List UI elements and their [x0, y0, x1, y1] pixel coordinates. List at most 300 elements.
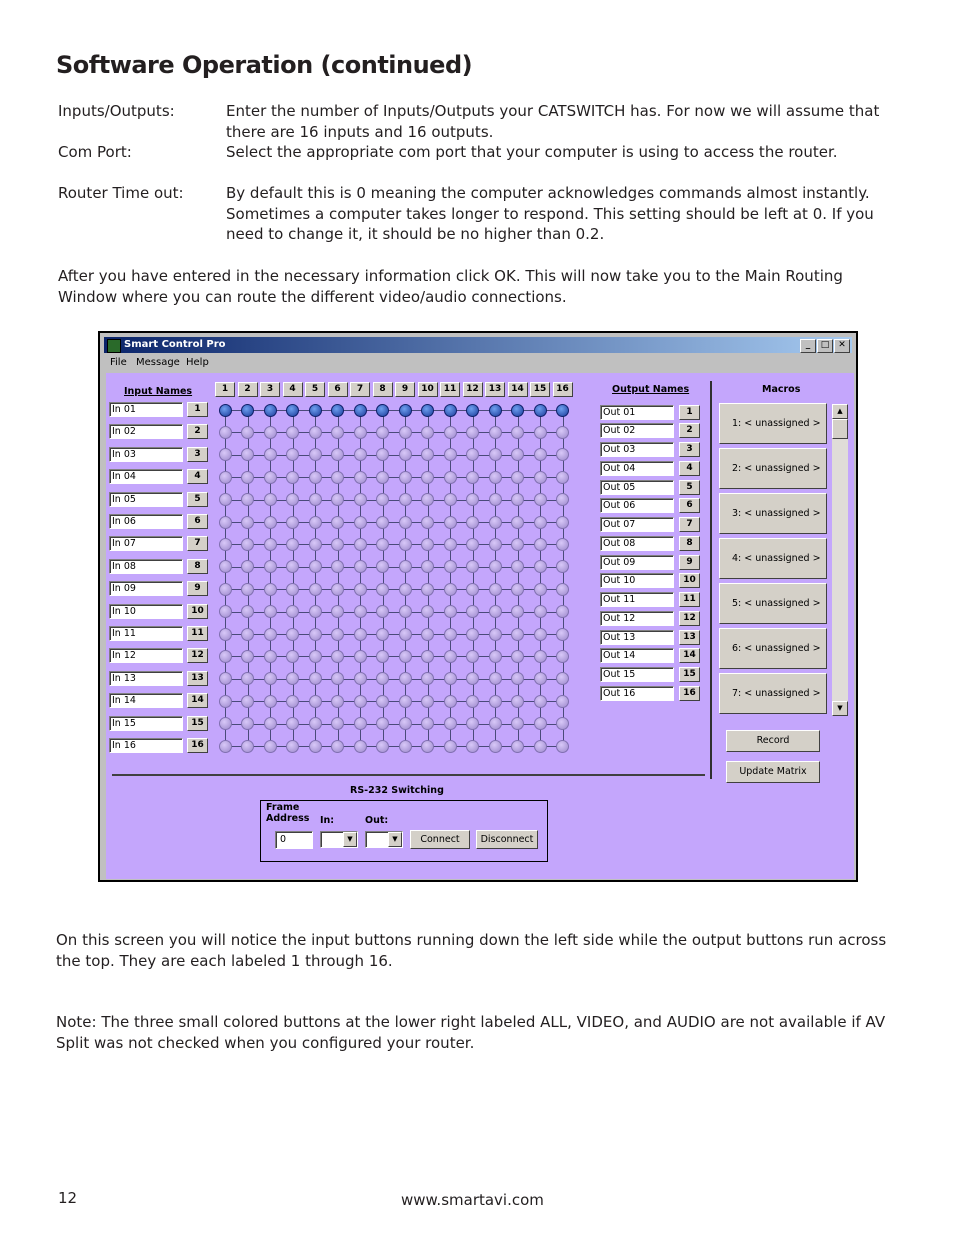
scroll-thumb[interactable]: [832, 419, 848, 439]
output-column-button[interactable]: 13: [485, 382, 505, 397]
crosspoint-dot[interactable]: [534, 650, 547, 663]
chevron-down-icon[interactable]: ▼: [388, 832, 402, 847]
input-name-field[interactable]: In 11: [109, 626, 183, 641]
crosspoint-dot[interactable]: [331, 650, 344, 663]
output-number-button[interactable]: 12: [679, 611, 700, 626]
macro-button[interactable]: 2: < unassigned >: [719, 448, 827, 489]
crosspoint-dot[interactable]: [241, 448, 254, 461]
macro-button[interactable]: 4: < unassigned >: [719, 538, 827, 579]
crosspoint-dot[interactable]: [286, 560, 299, 573]
output-column-button[interactable]: 3: [260, 382, 280, 397]
crosspoint-dot[interactable]: [376, 426, 389, 439]
crosspoint-dot[interactable]: [309, 583, 322, 596]
crosspoint-dot[interactable]: [556, 717, 569, 730]
crosspoint-dot[interactable]: [264, 426, 277, 439]
crosspoint-dot[interactable]: [421, 493, 434, 506]
crosspoint-dot[interactable]: [264, 717, 277, 730]
connect-button[interactable]: Connect: [410, 830, 470, 849]
in-select[interactable]: [320, 831, 358, 848]
crosspoint-dot[interactable]: [219, 448, 232, 461]
input-name-field[interactable]: In 14: [109, 693, 183, 708]
crosspoint-dot[interactable]: [241, 516, 254, 529]
crosspoint-dot[interactable]: [421, 471, 434, 484]
crosspoint-dot[interactable]: [556, 628, 569, 641]
crosspoint-dot[interactable]: [286, 471, 299, 484]
crosspoint-dot[interactable]: [354, 560, 367, 573]
scroll-up-icon[interactable]: ▲: [832, 404, 848, 419]
crosspoint-dot[interactable]: [241, 605, 254, 618]
crosspoint-dot[interactable]: [444, 717, 457, 730]
input-name-field[interactable]: In 10: [109, 604, 183, 619]
crosspoint-dot[interactable]: [534, 404, 547, 417]
crosspoint-dot[interactable]: [331, 605, 344, 618]
crosspoint-dot[interactable]: [421, 426, 434, 439]
crosspoint-dot[interactable]: [219, 605, 232, 618]
crosspoint-dot[interactable]: [399, 426, 412, 439]
frame-address-spinner[interactable]: 0: [275, 831, 313, 849]
input-number-button[interactable]: 13: [187, 671, 208, 686]
crosspoint-dot[interactable]: [376, 740, 389, 753]
crosspoint-dot[interactable]: [264, 448, 277, 461]
crosspoint-dot[interactable]: [556, 404, 569, 417]
crosspoint-dot[interactable]: [466, 426, 479, 439]
crosspoint-dot[interactable]: [286, 583, 299, 596]
output-number-button[interactable]: 9: [679, 555, 700, 570]
output-column-button[interactable]: 16: [553, 382, 573, 397]
crosspoint-dot[interactable]: [511, 628, 524, 641]
output-column-button[interactable]: 14: [508, 382, 528, 397]
crosspoint-dot[interactable]: [331, 628, 344, 641]
output-number-button[interactable]: 15: [679, 667, 700, 682]
input-name-field[interactable]: In 02: [109, 424, 183, 439]
crosspoint-dot[interactable]: [264, 516, 277, 529]
crosspoint-dot[interactable]: [354, 471, 367, 484]
crosspoint-dot[interactable]: [534, 605, 547, 618]
crosspoint-dot[interactable]: [466, 583, 479, 596]
crosspoint-dot[interactable]: [219, 740, 232, 753]
crosspoint-dot[interactable]: [511, 583, 524, 596]
crosspoint-dot[interactable]: [309, 628, 322, 641]
macro-button[interactable]: 1: < unassigned >: [719, 403, 827, 444]
crosspoint-dot[interactable]: [376, 672, 389, 685]
crosspoint-dot[interactable]: [399, 583, 412, 596]
crosspoint-dot[interactable]: [309, 448, 322, 461]
crosspoint-dot[interactable]: [286, 605, 299, 618]
crosspoint-dot[interactable]: [309, 695, 322, 708]
crosspoint-dot[interactable]: [286, 448, 299, 461]
crosspoint-dot[interactable]: [466, 605, 479, 618]
crosspoint-dot[interactable]: [511, 695, 524, 708]
output-number-button[interactable]: 5: [679, 480, 700, 495]
crosspoint-dot[interactable]: [376, 538, 389, 551]
crosspoint-dot[interactable]: [219, 717, 232, 730]
crosspoint-dot[interactable]: [421, 740, 434, 753]
crosspoint-dot[interactable]: [286, 695, 299, 708]
crosspoint-dot[interactable]: [511, 740, 524, 753]
input-name-field[interactable]: In 12: [109, 648, 183, 663]
crosspoint-dot[interactable]: [376, 695, 389, 708]
crosspoint-dot[interactable]: [556, 471, 569, 484]
crosspoint-dot[interactable]: [556, 516, 569, 529]
crosspoint-dot[interactable]: [466, 628, 479, 641]
output-name-field[interactable]: Out 16: [600, 686, 674, 701]
output-column-button[interactable]: 15: [530, 382, 550, 397]
output-number-button[interactable]: 7: [679, 517, 700, 532]
output-name-field[interactable]: Out 12: [600, 611, 674, 626]
crosspoint-dot[interactable]: [219, 471, 232, 484]
crosspoint-dot[interactable]: [421, 516, 434, 529]
crosspoint-dot[interactable]: [376, 516, 389, 529]
macro-button[interactable]: 3: < unassigned >: [719, 493, 827, 534]
output-number-button[interactable]: 16: [679, 686, 700, 701]
crosspoint-dot[interactable]: [241, 672, 254, 685]
crosspoint-dot[interactable]: [286, 672, 299, 685]
output-column-button[interactable]: 2: [238, 382, 258, 397]
crosspoint-dot[interactable]: [219, 493, 232, 506]
crosspoint-dot[interactable]: [466, 448, 479, 461]
crosspoint-dot[interactable]: [331, 516, 344, 529]
crosspoint-dot[interactable]: [286, 740, 299, 753]
crosspoint-dot[interactable]: [444, 672, 457, 685]
crosspoint-dot[interactable]: [399, 471, 412, 484]
crosspoint-dot[interactable]: [489, 628, 502, 641]
crosspoint-dot[interactable]: [556, 695, 569, 708]
crosspoint-dot[interactable]: [421, 672, 434, 685]
crosspoint-dot[interactable]: [286, 426, 299, 439]
output-number-button[interactable]: 10: [679, 573, 700, 588]
output-number-button[interactable]: 13: [679, 630, 700, 645]
output-number-button[interactable]: 8: [679, 536, 700, 551]
crosspoint-dot[interactable]: [489, 740, 502, 753]
crosspoint-dot[interactable]: [399, 404, 412, 417]
crosspoint-dot[interactable]: [286, 628, 299, 641]
input-name-field[interactable]: In 06: [109, 514, 183, 529]
crosspoint-dot[interactable]: [376, 650, 389, 663]
crosspoint-dot[interactable]: [466, 560, 479, 573]
crosspoint-dot[interactable]: [399, 672, 412, 685]
crosspoint-dot[interactable]: [534, 672, 547, 685]
crosspoint-dot[interactable]: [399, 740, 412, 753]
crosspoint-dot[interactable]: [534, 628, 547, 641]
crosspoint-dot[interactable]: [354, 628, 367, 641]
input-number-button[interactable]: 6: [187, 514, 208, 529]
input-number-button[interactable]: 1: [187, 402, 208, 417]
scroll-down-icon[interactable]: ▼: [832, 701, 848, 716]
crosspoint-dot[interactable]: [489, 448, 502, 461]
crosspoint-dot[interactable]: [354, 493, 367, 506]
crosspoint-dot[interactable]: [511, 560, 524, 573]
crosspoint-dot[interactable]: [534, 448, 547, 461]
output-name-field[interactable]: Out 10: [600, 573, 674, 588]
crosspoint-dot[interactable]: [241, 740, 254, 753]
crosspoint-dot[interactable]: [309, 426, 322, 439]
crosspoint-dot[interactable]: [489, 605, 502, 618]
input-number-button[interactable]: 16: [187, 738, 208, 753]
input-name-field[interactable]: In 13: [109, 671, 183, 686]
crosspoint-dot[interactable]: [534, 560, 547, 573]
crosspoint-dot[interactable]: [331, 695, 344, 708]
crosspoint-dot[interactable]: [421, 560, 434, 573]
output-column-button[interactable]: 7: [350, 382, 370, 397]
crosspoint-dot[interactable]: [241, 560, 254, 573]
crosspoint-dot[interactable]: [399, 650, 412, 663]
output-number-button[interactable]: 2: [679, 423, 700, 438]
output-name-field[interactable]: Out 09: [600, 555, 674, 570]
crosspoint-dot[interactable]: [534, 740, 547, 753]
crosspoint-dot[interactable]: [556, 672, 569, 685]
crosspoint-dot[interactable]: [376, 605, 389, 618]
crosspoint-dot[interactable]: [309, 471, 322, 484]
crosspoint-dot[interactable]: [241, 471, 254, 484]
crosspoint-dot[interactable]: [466, 650, 479, 663]
input-name-field[interactable]: In 09: [109, 581, 183, 596]
macro-button[interactable]: 7: < unassigned >: [719, 673, 827, 714]
crosspoint-dot[interactable]: [376, 717, 389, 730]
crosspoint-dot[interactable]: [241, 695, 254, 708]
crosspoint-dot[interactable]: [399, 493, 412, 506]
input-name-field[interactable]: In 01: [109, 402, 183, 417]
menu-help[interactable]: Help: [186, 357, 209, 368]
output-name-field[interactable]: Out 01: [600, 405, 674, 420]
crosspoint-dot[interactable]: [241, 583, 254, 596]
crosspoint-dot[interactable]: [444, 404, 457, 417]
crosspoint-dot[interactable]: [466, 516, 479, 529]
output-column-button[interactable]: 6: [328, 382, 348, 397]
crosspoint-dot[interactable]: [354, 448, 367, 461]
crosspoint-dot[interactable]: [511, 717, 524, 730]
crosspoint-dot[interactable]: [219, 560, 232, 573]
crosspoint-dot[interactable]: [466, 695, 479, 708]
crosspoint-dot[interactable]: [219, 672, 232, 685]
crosspoint-dot[interactable]: [264, 560, 277, 573]
crosspoint-dot[interactable]: [489, 695, 502, 708]
crosspoint-dot[interactable]: [534, 695, 547, 708]
crosspoint-dot[interactable]: [556, 560, 569, 573]
crosspoint-dot[interactable]: [331, 404, 344, 417]
crosspoint-dot[interactable]: [444, 628, 457, 641]
input-number-button[interactable]: 3: [187, 447, 208, 462]
crosspoint-dot[interactable]: [511, 650, 524, 663]
crosspoint-dot[interactable]: [376, 628, 389, 641]
crosspoint-dot[interactable]: [219, 583, 232, 596]
output-column-button[interactable]: 12: [463, 382, 483, 397]
crosspoint-dot[interactable]: [286, 493, 299, 506]
crosspoint-dot[interactable]: [511, 471, 524, 484]
input-name-field[interactable]: In 08: [109, 559, 183, 574]
crosspoint-dot[interactable]: [286, 404, 299, 417]
crosspoint-dot[interactable]: [309, 650, 322, 663]
crosspoint-dot[interactable]: [534, 493, 547, 506]
crosspoint-dot[interactable]: [354, 538, 367, 551]
crosspoint-dot[interactable]: [399, 605, 412, 618]
crosspoint-dot[interactable]: [399, 538, 412, 551]
crosspoint-dot[interactable]: [264, 538, 277, 551]
crosspoint-dot[interactable]: [331, 471, 344, 484]
crosspoint-dot[interactable]: [489, 493, 502, 506]
crosspoint-dot[interactable]: [444, 448, 457, 461]
minimize-button[interactable]: _: [800, 339, 816, 353]
output-name-field[interactable]: Out 04: [600, 461, 674, 476]
crosspoint-dot[interactable]: [286, 516, 299, 529]
output-column-button[interactable]: 1: [215, 382, 235, 397]
crosspoint-dot[interactable]: [444, 605, 457, 618]
crosspoint-dot[interactable]: [376, 560, 389, 573]
crosspoint-dot[interactable]: [534, 471, 547, 484]
input-number-button[interactable]: 7: [187, 536, 208, 551]
output-name-field[interactable]: Out 11: [600, 592, 674, 607]
crosspoint-dot[interactable]: [444, 471, 457, 484]
crosspoint-dot[interactable]: [534, 538, 547, 551]
crosspoint-dot[interactable]: [399, 695, 412, 708]
crosspoint-dot[interactable]: [331, 448, 344, 461]
macros-scrollbar[interactable]: [832, 404, 848, 716]
crosspoint-dot[interactable]: [376, 448, 389, 461]
crosspoint-dot[interactable]: [354, 672, 367, 685]
output-column-button[interactable]: 9: [395, 382, 415, 397]
crosspoint-dot[interactable]: [421, 538, 434, 551]
output-number-button[interactable]: 4: [679, 461, 700, 476]
output-name-field[interactable]: Out 05: [600, 480, 674, 495]
output-name-field[interactable]: Out 03: [600, 442, 674, 457]
crosspoint-dot[interactable]: [444, 560, 457, 573]
crosspoint-dot[interactable]: [556, 605, 569, 618]
crosspoint-dot[interactable]: [376, 583, 389, 596]
crosspoint-dot[interactable]: [354, 650, 367, 663]
crosspoint-dot[interactable]: [556, 493, 569, 506]
crosspoint-dot[interactable]: [444, 650, 457, 663]
input-name-field[interactable]: In 16: [109, 738, 183, 753]
input-number-button[interactable]: 5: [187, 492, 208, 507]
crosspoint-dot[interactable]: [354, 695, 367, 708]
crosspoint-dot[interactable]: [556, 650, 569, 663]
output-name-field[interactable]: Out 07: [600, 517, 674, 532]
crosspoint-dot[interactable]: [309, 516, 322, 529]
crosspoint-dot[interactable]: [309, 717, 322, 730]
crosspoint-dot[interactable]: [466, 740, 479, 753]
input-number-button[interactable]: 11: [187, 626, 208, 641]
crosspoint-dot[interactable]: [376, 493, 389, 506]
crosspoint-dot[interactable]: [331, 538, 344, 551]
crosspoint-dot[interactable]: [556, 538, 569, 551]
disconnect-button[interactable]: Disconnect: [476, 830, 538, 849]
input-number-button[interactable]: 9: [187, 581, 208, 596]
output-name-field[interactable]: Out 14: [600, 648, 674, 663]
crosspoint-dot[interactable]: [354, 717, 367, 730]
crosspoint-dot[interactable]: [511, 426, 524, 439]
crosspoint-dot[interactable]: [331, 717, 344, 730]
crosspoint-dot[interactable]: [466, 493, 479, 506]
crosspoint-dot[interactable]: [534, 717, 547, 730]
input-name-field[interactable]: In 15: [109, 716, 183, 731]
crosspoint-dot[interactable]: [421, 404, 434, 417]
crosspoint-dot[interactable]: [556, 740, 569, 753]
crosspoint-dot[interactable]: [354, 426, 367, 439]
crosspoint-dot[interactable]: [421, 583, 434, 596]
crosspoint-dot[interactable]: [444, 740, 457, 753]
crosspoint-dot[interactable]: [331, 583, 344, 596]
crosspoint-dot[interactable]: [444, 695, 457, 708]
crosspoint-dot[interactable]: [241, 538, 254, 551]
update-matrix-button[interactable]: Update Matrix: [726, 761, 820, 783]
maximize-button[interactable]: □: [817, 339, 833, 353]
output-column-button[interactable]: 4: [283, 382, 303, 397]
crosspoint-dot[interactable]: [489, 538, 502, 551]
input-name-field[interactable]: In 05: [109, 492, 183, 507]
crosspoint-dot[interactable]: [309, 740, 322, 753]
close-button[interactable]: ✕: [834, 339, 850, 353]
crosspoint-dot[interactable]: [421, 605, 434, 618]
input-number-button[interactable]: 12: [187, 648, 208, 663]
input-number-button[interactable]: 10: [187, 604, 208, 619]
crosspoint-dot[interactable]: [286, 538, 299, 551]
output-name-field[interactable]: Out 02: [600, 423, 674, 438]
output-number-button[interactable]: 6: [679, 498, 700, 513]
crosspoint-dot[interactable]: [421, 717, 434, 730]
crosspoint-dot[interactable]: [354, 516, 367, 529]
chevron-down-icon[interactable]: ▼: [343, 832, 357, 847]
crosspoint-dot[interactable]: [264, 471, 277, 484]
crosspoint-dot[interactable]: [489, 650, 502, 663]
crosspoint-dot[interactable]: [444, 538, 457, 551]
crosspoint-dot[interactable]: [241, 426, 254, 439]
crosspoint-dot[interactable]: [534, 426, 547, 439]
crosspoint-dot[interactable]: [309, 493, 322, 506]
output-number-button[interactable]: 14: [679, 648, 700, 663]
crosspoint-dot[interactable]: [511, 672, 524, 685]
crosspoint-dot[interactable]: [511, 605, 524, 618]
output-number-button[interactable]: 11: [679, 592, 700, 607]
crosspoint-dot[interactable]: [219, 650, 232, 663]
crosspoint-dot[interactable]: [264, 695, 277, 708]
crosspoint-dot[interactable]: [331, 672, 344, 685]
crosspoint-dot[interactable]: [219, 426, 232, 439]
crosspoint-dot[interactable]: [556, 583, 569, 596]
crosspoint-dot[interactable]: [399, 560, 412, 573]
output-column-button[interactable]: 11: [440, 382, 460, 397]
crosspoint-dot[interactable]: [264, 404, 277, 417]
crosspoint-dot[interactable]: [399, 717, 412, 730]
crosspoint-dot[interactable]: [489, 560, 502, 573]
output-name-field[interactable]: Out 13: [600, 630, 674, 645]
crosspoint-dot[interactable]: [511, 448, 524, 461]
crosspoint-dot[interactable]: [241, 493, 254, 506]
crosspoint-dot[interactable]: [331, 740, 344, 753]
output-column-button[interactable]: 8: [373, 382, 393, 397]
record-button[interactable]: Record: [726, 730, 820, 752]
crosspoint-dot[interactable]: [444, 426, 457, 439]
crosspoint-dot[interactable]: [399, 516, 412, 529]
crosspoint-dot[interactable]: [219, 695, 232, 708]
input-number-button[interactable]: 14: [187, 693, 208, 708]
crosspoint-dot[interactable]: [354, 740, 367, 753]
output-name-field[interactable]: Out 06: [600, 498, 674, 513]
crosspoint-dot[interactable]: [354, 404, 367, 417]
crosspoint-dot[interactable]: [331, 426, 344, 439]
input-number-button[interactable]: 4: [187, 469, 208, 484]
crosspoint-dot[interactable]: [466, 538, 479, 551]
output-number-button[interactable]: 3: [679, 442, 700, 457]
input-name-field[interactable]: In 04: [109, 469, 183, 484]
output-column-button[interactable]: 5: [305, 382, 325, 397]
crosspoint-dot[interactable]: [241, 404, 254, 417]
output-column-button[interactable]: 10: [418, 382, 438, 397]
crosspoint-dot[interactable]: [511, 538, 524, 551]
crosspoint-dot[interactable]: [219, 628, 232, 641]
crosspoint-dot[interactable]: [376, 471, 389, 484]
crosspoint-dot[interactable]: [489, 672, 502, 685]
crosspoint-dot[interactable]: [444, 516, 457, 529]
crosspoint-dot[interactable]: [421, 650, 434, 663]
